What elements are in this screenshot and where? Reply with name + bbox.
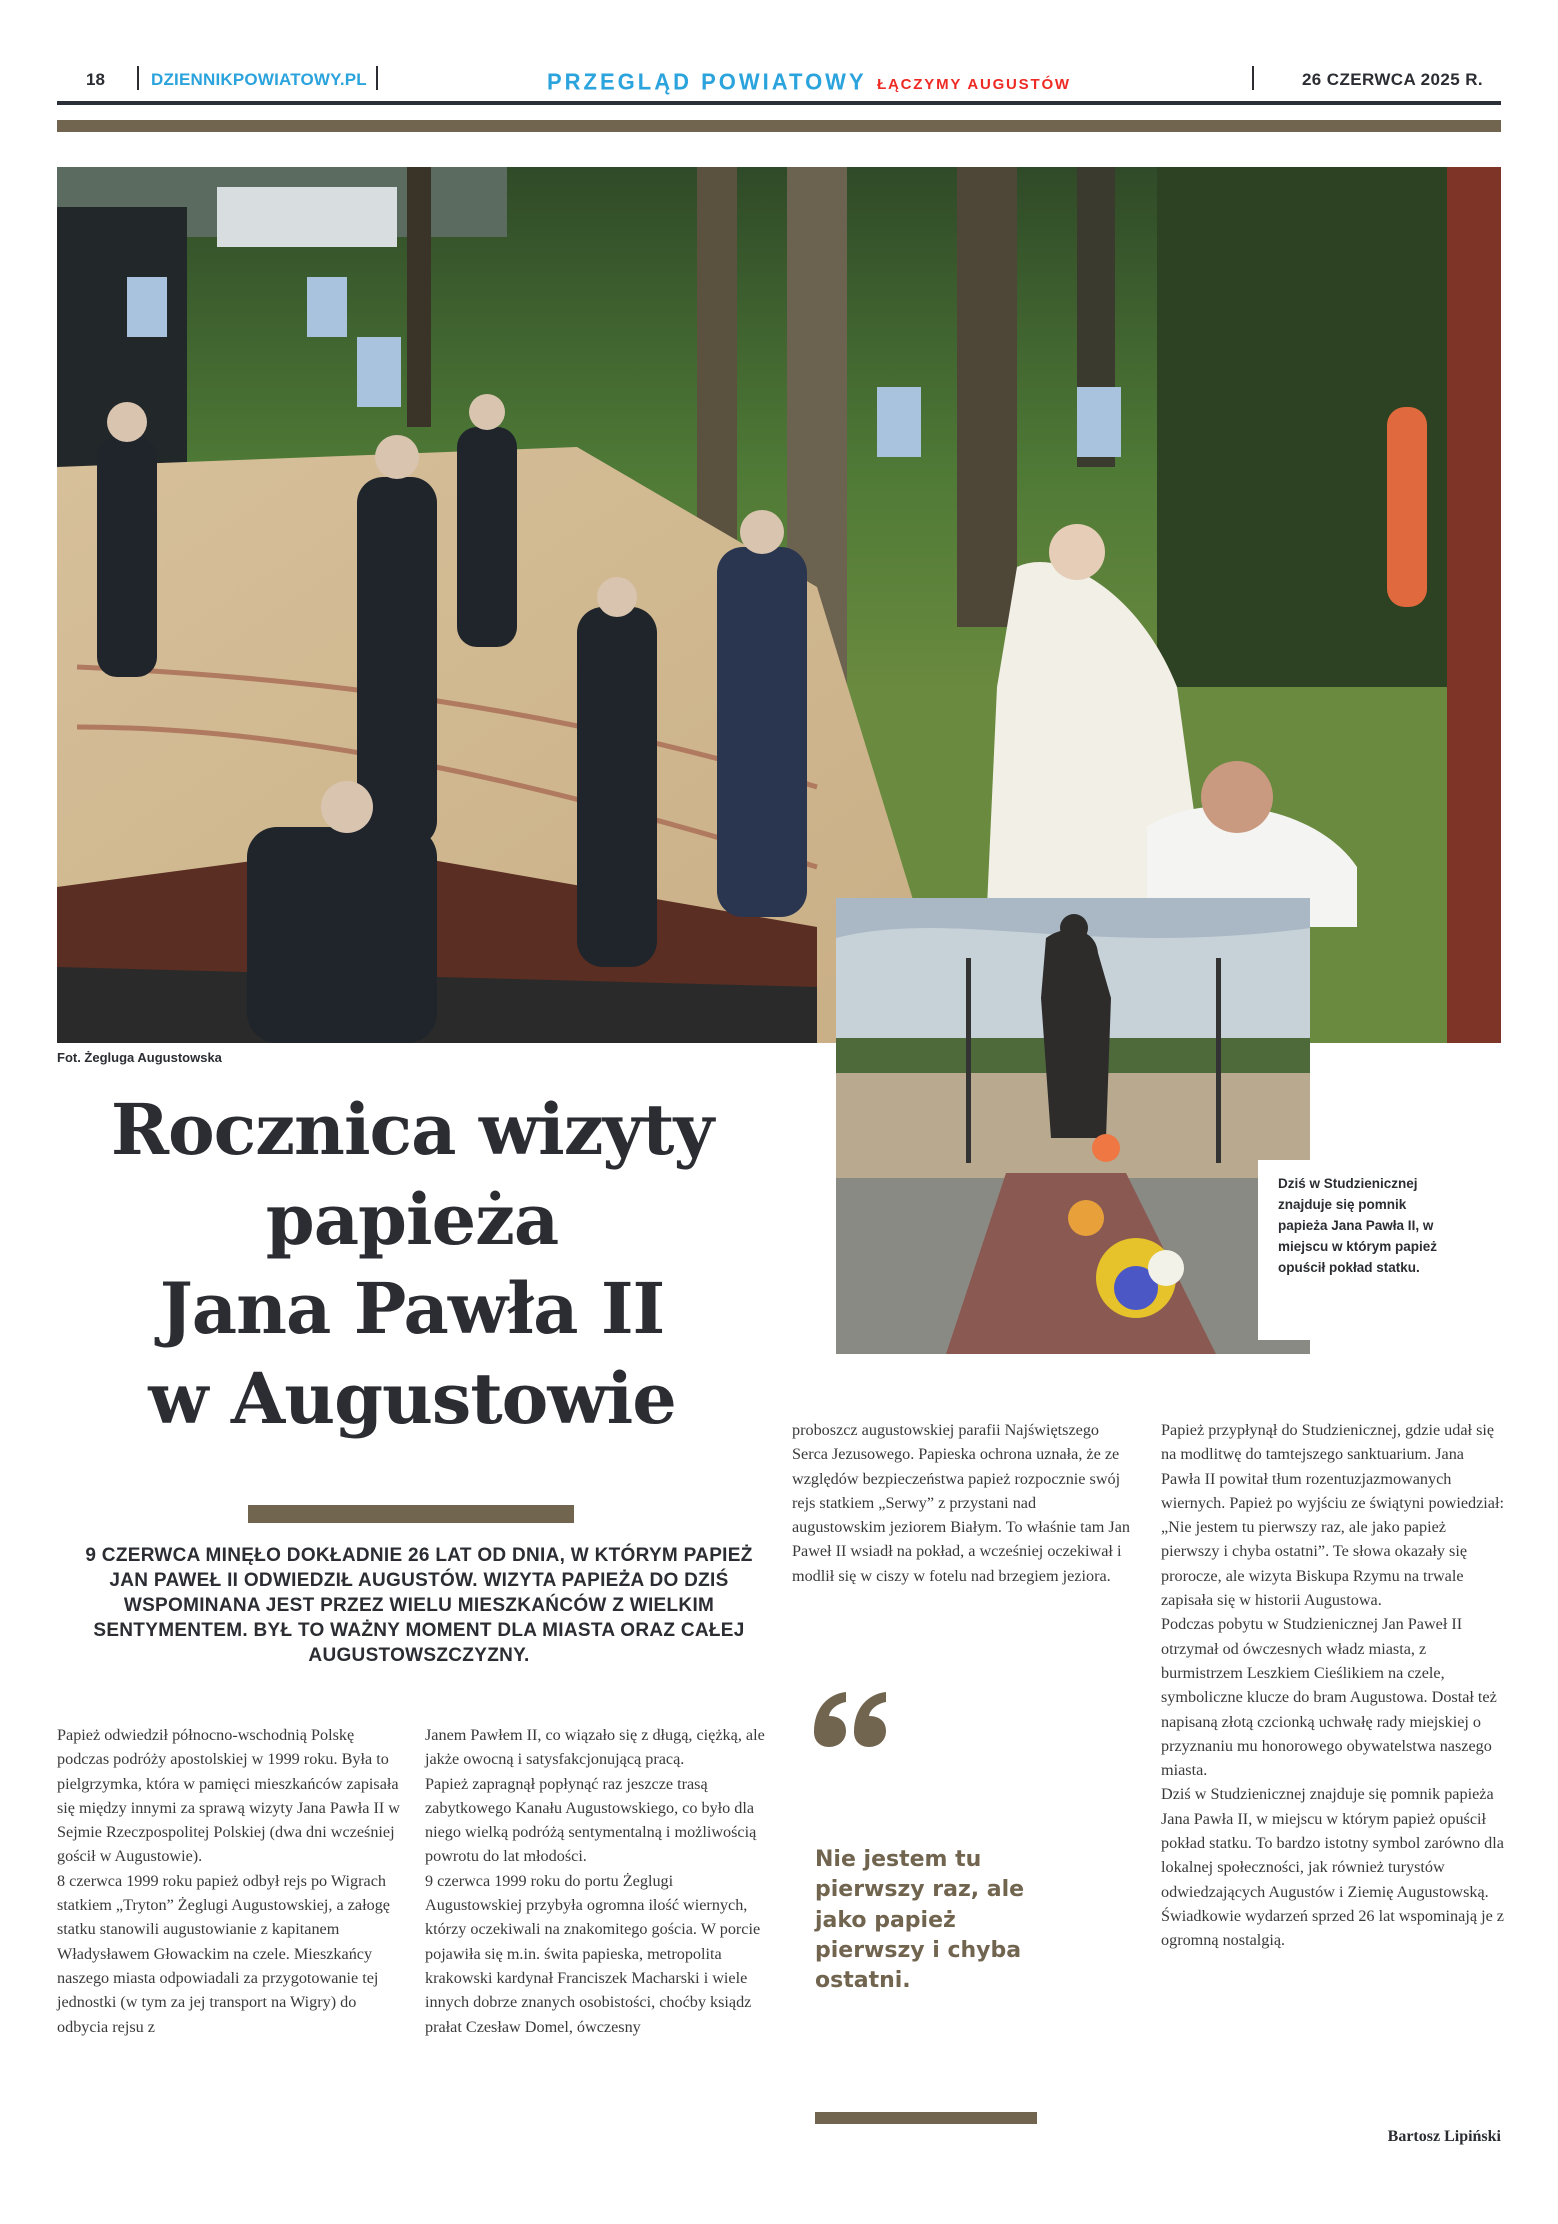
title-line: Jana Pawła II: [159, 1267, 665, 1351]
inset-photo: [836, 898, 1310, 1354]
masthead: [547, 69, 1071, 95]
article-column-3: [792, 1418, 1132, 1588]
quote-open-icon: [810, 1690, 890, 1750]
accent-rule: [57, 120, 1501, 132]
paragraph: Papież odwiedził północno-wschodnią Polskę podczas podróży apostolskiej w 1999 roku. Była to pielgrzymka, która w pamięci mieszkańców zapisała się między innymi za sprawą wizyty Jana Pawła II w Sejmie Rzeczpospolitej Polskiej (dwa dni wcześniej gościł w Augustowie).: [57, 1726, 400, 1866]
title-line: w Augustowie: [148, 1356, 676, 1440]
article-column-1: [57, 1723, 402, 2039]
article-lead: 9 CZERWCA MINĘŁO DOKŁADNIE 26 LAT OD DNIA, W KTÓRYM PAPIEŻ JAN PAWEŁ II ODWIEDZIŁ AUGUSTÓW. WIZYTA PAPIEŻA DO DZIŚ WSPOMINANA JEST PRZEZ WIELU MIESZKAŃCÓW Z WIELKIM SENTYMENTEM. BYŁ TO WAŻNY MOMENT DLA MIASTA ORAZ CAŁEJ AUGUSTOWSZCZYZNY.: [85, 1545, 753, 1667]
author-byline: Bartosz Lipiński: [1387, 2128, 1501, 2145]
paragraph: Dziś w Studzienicznej znajduje się pomnik papieża Jana Pawła II, w miejscu w którym papież opuścił pokład statku. To bardzo istotny symbol zarówno dla lokalnej społeczności, jak również turystów odwiedzających Augustów i Ziemię Augustowską. Świadkowie wydarzeń sprzed 26 lat wspominają je z ogromną nostalgią.: [1161, 1785, 1504, 1950]
masthead-slogan: ŁĄCZYMY AUGUSTÓW: [877, 76, 1071, 93]
photo-credit: Fot. Żegluga Augustowska: [57, 1050, 222, 1065]
pull-quote: Nie jestem tu pierwszy raz, ale jako papież pierwszy i chyba ostatni.: [815, 1847, 1025, 1994]
divider: [1252, 66, 1254, 90]
paragraph: proboszcz augustowskiej parafii Najświętszego Serca Jezusowego. Papieska ochrona uznała, że ze względów bezpieczeństwa papież rozpocznie swój rejs statkiem „Serwy” z przystani nad augustowskim jeziorem Białym. To właśnie tam Jan Paweł II wsiadł na pokład, a wcześniej oczekiwał i modlił się w ciszy w fotelu nad brzegiem jeziora.: [792, 1421, 1130, 1585]
paragraph: 8 czerwca 1999 roku papież odbył rejs po Wigrach statkiem „Tryton” Żeglugi Augustowskiej, a załogę statku stanowili augustowianie z kapitanem Władysławem Głowackim na czele. Mieszkańcy naszego miasta odpowiadali za przygotowanie tej jednostki (w tym za jej transport na Wigry) do odbycia rejsu z: [57, 1871, 390, 2036]
paragraph: 9 czerwca 1999 roku do portu Żeglugi Augustowskiej przybyła ogromna ilość wiernych, którzy oczekiwali na znakomitego gościa. W porcie pojawiła się m.in. świta papieska, metropolita krakowski kardynał Franciszek Macharski i wiele innych dobrze znanych osobistości, choćby ksiądz prałat Czesław Domel, ówczesny: [425, 1871, 761, 2036]
header-rule: [57, 101, 1501, 105]
paragraph: Podczas pobytu w Studzienicznej Jan Paweł II otrzymał od ówczesnych władz miasta, z burmistrzem Leszkiem Cieślikiem na czele, symboliczne klucze do bram Augustowa. Dostał też napisaną złotą czcionką uchwałę rady miejskiej o przyznaniu mu honorowego obywatelstwa naszego miasta.: [1161, 1615, 1497, 1780]
article-column-2: [425, 1723, 770, 2039]
page-number: 18: [86, 70, 105, 89]
inset-photo-caption: Dziś w Studzienicznej znajduje się pomnik papieża Jana Pawła II, w miejscu w którym papież opuścił pokład statku.: [1258, 1160, 1438, 1340]
title-line: Rocznica wizyty: [110, 1088, 714, 1171]
title-underline: [248, 1505, 574, 1523]
paragraph: Papież zapragnął popłynąć raz jeszcze trasą zabytkowego Kanału Augustowskiego, co było dla niego wielką podróżą sentymentalną i możliwością powrotu do lat młodości.: [425, 1774, 757, 1866]
site-link[interactable]: DZIENNIKPOWIATOWY.PL: [151, 70, 367, 89]
paragraph: Janem Pawłem II, co wiązało się z długą, ciężką, ale jakże owocną i satysfakcjonującą pracą.: [425, 1726, 765, 1769]
divider: [376, 66, 378, 90]
paragraph: Papież przypłynął do Studzienicznej, gdzie udał się na modlitwę do tamtejszego sanktuarium. Jana Pawła II powitał tłum rozentuzjazmowanych wiernych. Papież po wyjściu ze świątyni powiedział: „Nie jestem tu pierwszy raz, ale jako papież pierwszy i chyba ostatni”. Te słowa okazały się prorocze, ale wizyta Biskupa Rzymu na trwale zapisała się w historii Augustowa.: [1161, 1421, 1504, 1610]
article-column-4: [1161, 1418, 1506, 1953]
pull-quote-rule: [815, 2112, 1037, 2124]
masthead-title: PRZEGLĄD POWIATOWY: [547, 68, 867, 95]
issue-date: 26 CZERWCA 2025 R.: [1301, 70, 1483, 89]
article-title: [57, 1085, 767, 1443]
title-line: papieża: [265, 1177, 559, 1261]
divider: [137, 66, 139, 90]
page-header: [57, 66, 1501, 96]
